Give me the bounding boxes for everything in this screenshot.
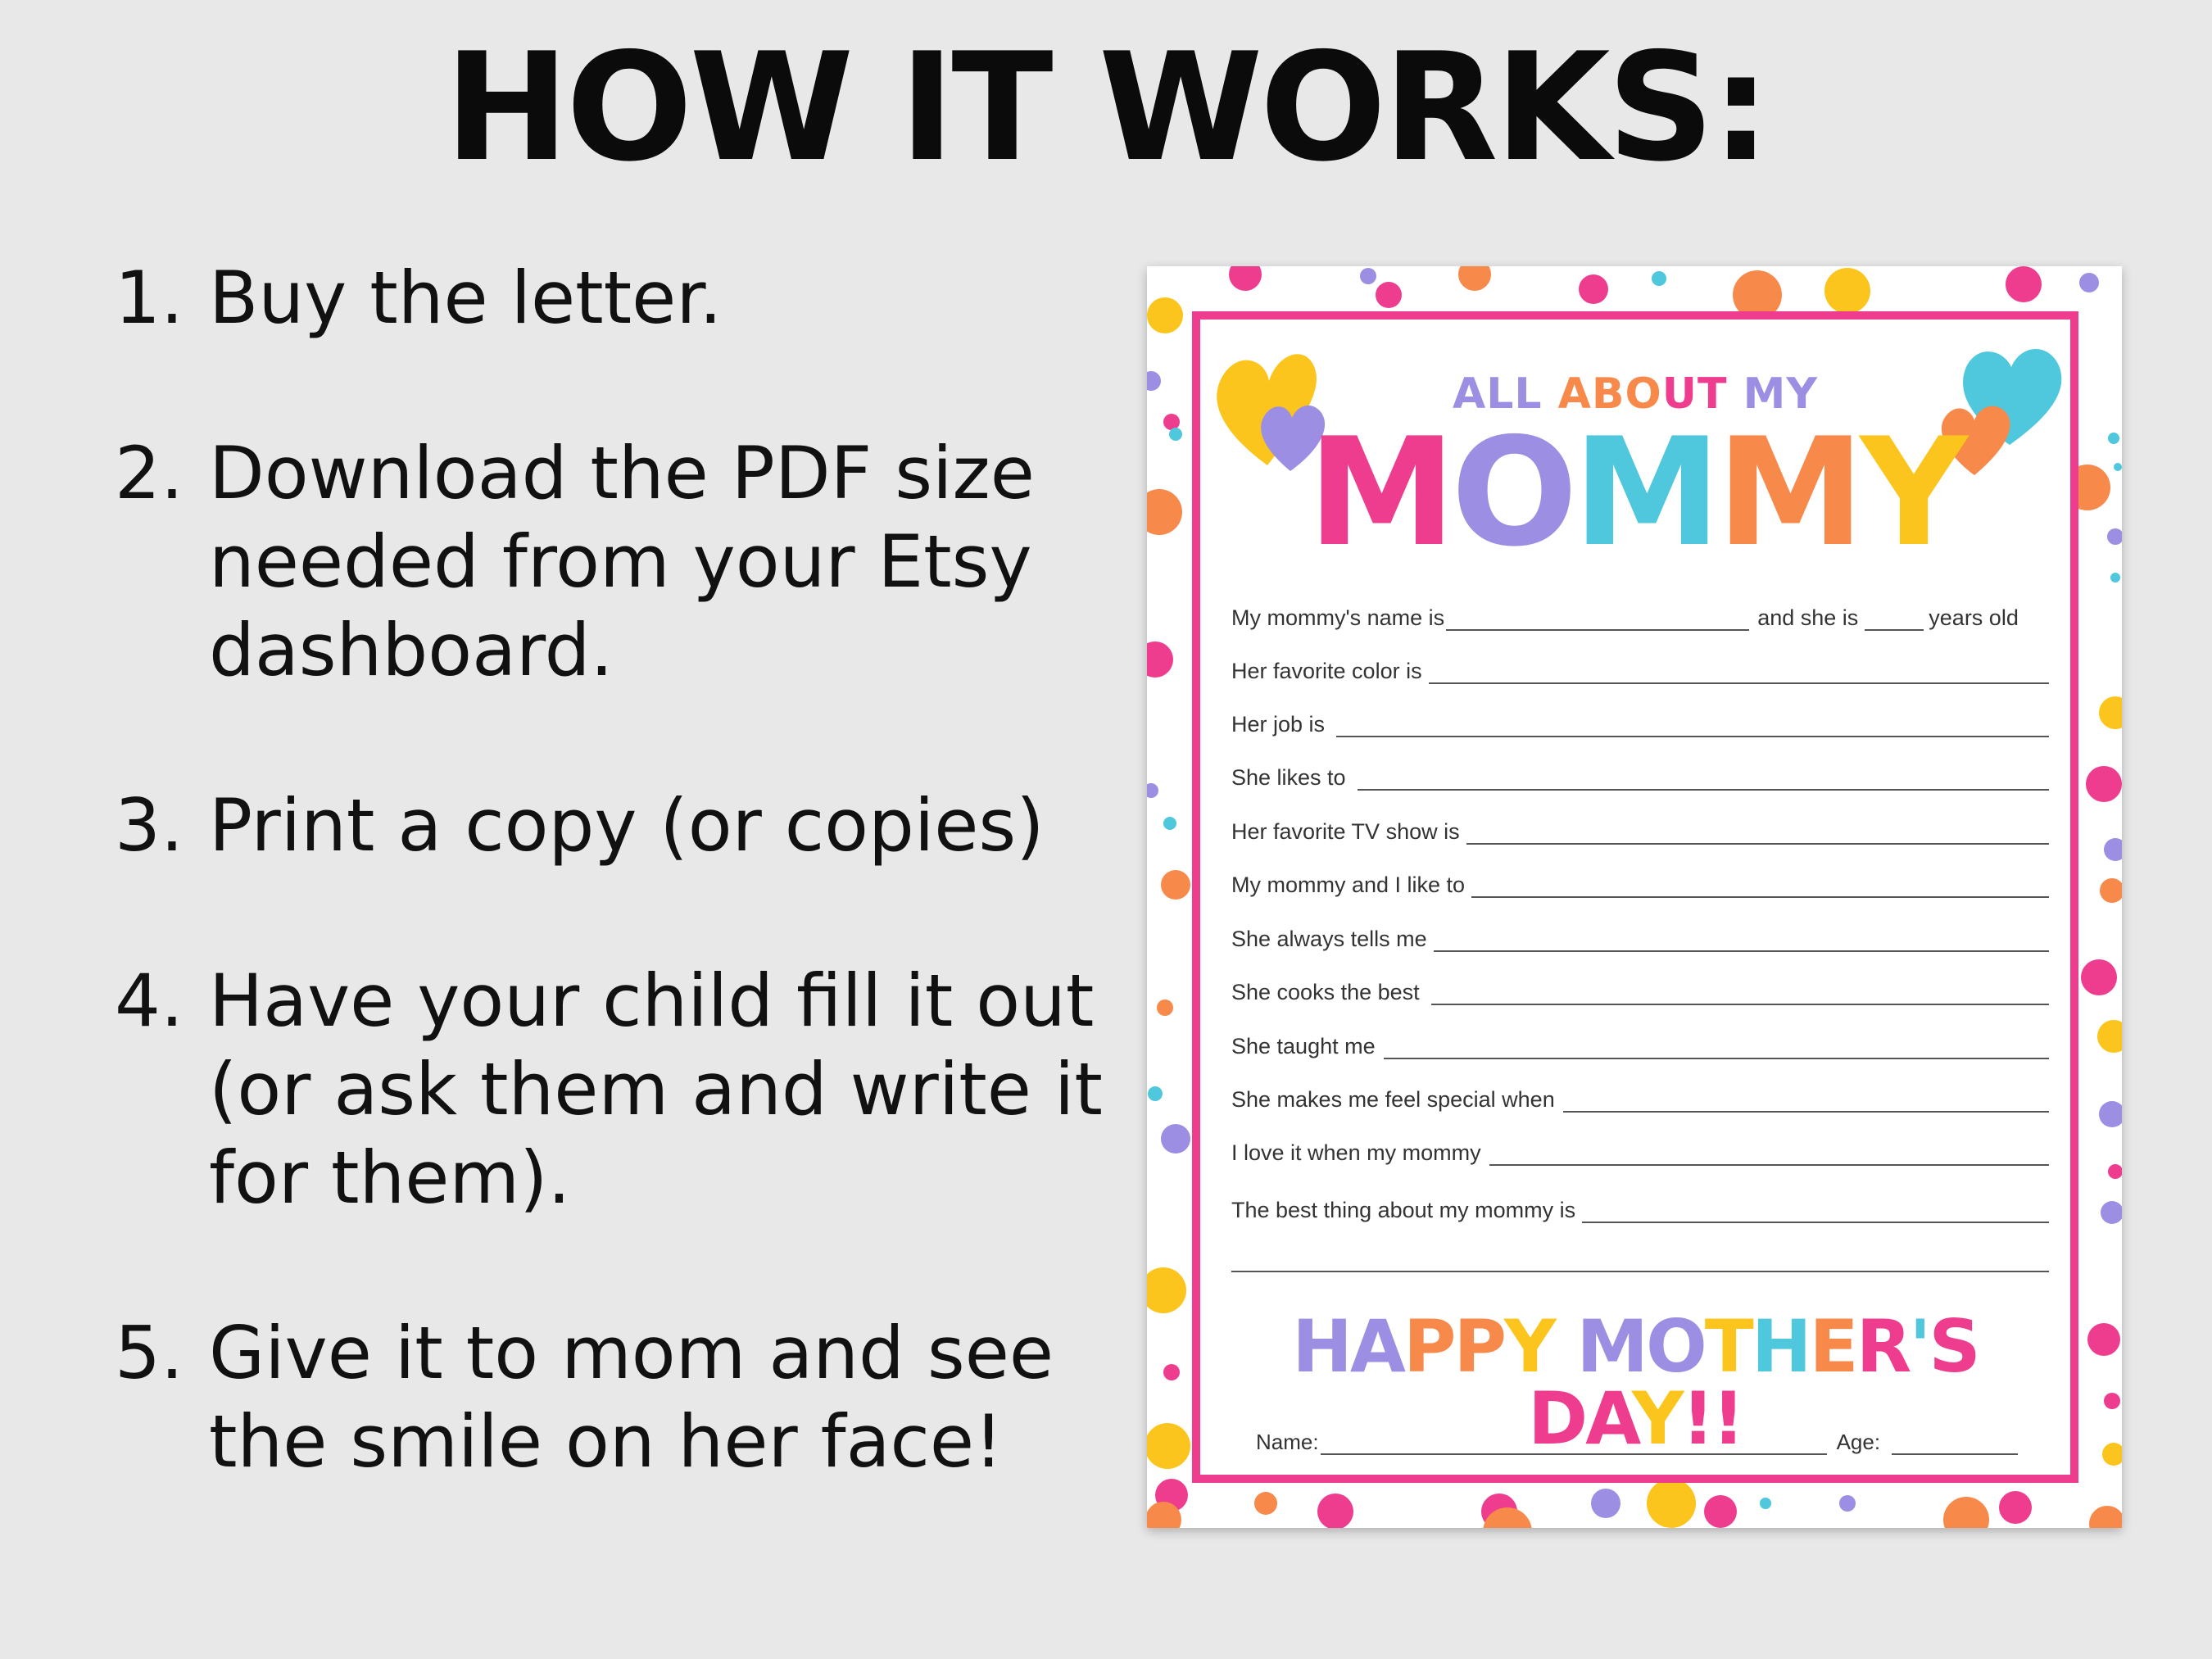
name-blank[interactable]: [1321, 1430, 1827, 1455]
footer-letter: Y: [1631, 1376, 1682, 1461]
answer-blank[interactable]: [1336, 711, 2049, 737]
footer-letter: M: [1576, 1304, 1646, 1389]
form-line-cooks: [1231, 972, 2049, 1005]
form-label: Her job is: [1231, 712, 1326, 737]
header-small-letter: A: [1557, 369, 1592, 419]
answer-blank[interactable]: [1489, 1140, 2049, 1166]
footer-letter: H: [1751, 1304, 1810, 1389]
form-label: Her favorite color is: [1231, 659, 1422, 683]
form-label: and she is: [1757, 605, 1859, 630]
header-small-letter: L: [1514, 369, 1543, 419]
header-small-letter: T: [1697, 369, 1728, 419]
header-big: [1200, 406, 2070, 579]
footer-letter: D: [1528, 1376, 1586, 1461]
step-line: Have your child fill it out: [209, 959, 1095, 1043]
step-line: Give it to mom and see: [209, 1311, 1054, 1395]
footer-letter: R: [1856, 1304, 1910, 1389]
answer-blank[interactable]: [1471, 872, 2049, 898]
footer-letter: T: [1704, 1304, 1752, 1389]
header-big-letter: M: [1716, 406, 1861, 579]
footer-letter: P: [1453, 1304, 1505, 1389]
form-label: Her favorite TV show is: [1231, 819, 1460, 844]
form-label: I love it when my mommy: [1231, 1140, 1481, 1165]
step-text: [209, 957, 1114, 1222]
step-item: [115, 782, 1114, 870]
printable-preview: [1147, 266, 2122, 1528]
steps-list: [115, 254, 1114, 1486]
form-line-name: [1231, 598, 2049, 631]
footer-letter: Y: [1504, 1304, 1554, 1389]
form-frame: [1192, 311, 2078, 1483]
form-line-special: [1231, 1080, 2049, 1113]
form-label: My mommy and I like to: [1231, 873, 1466, 897]
form-line-together: [1231, 865, 2049, 898]
step-text: [209, 1309, 1114, 1486]
form-label: She makes me feel special when: [1231, 1087, 1555, 1112]
step-line: (or ask them and write it: [209, 1047, 1103, 1131]
footer-letter: A: [1585, 1376, 1632, 1461]
header-small-letter: L: [1486, 369, 1515, 419]
form-label: She always tells me: [1231, 927, 1427, 951]
age-label: Age:: [1836, 1430, 1881, 1454]
step-line: needed from your Etsy: [209, 519, 1032, 604]
answer-blank[interactable]: [1434, 926, 2049, 952]
header-big-letter: Y: [1860, 406, 1963, 579]
step-line: for them).: [209, 1135, 571, 1220]
step-number: 4.: [115, 959, 184, 1043]
step-line: dashboard.: [209, 608, 614, 692]
footer-letter: !: [1711, 1376, 1743, 1461]
age-blank[interactable]: [1892, 1430, 2018, 1455]
answer-blank[interactable]: [1563, 1086, 2049, 1113]
name-label: Name:: [1256, 1430, 1319, 1454]
step-line: Print a copy (or copies): [209, 783, 1045, 868]
form-line-love: [1231, 1133, 2049, 1166]
form-line-likes: [1231, 758, 2049, 791]
form-line-tells: [1231, 919, 2049, 952]
footer-letter: H: [1292, 1304, 1350, 1389]
step-number: 1.: [115, 256, 184, 340]
form-line-tv: [1231, 812, 2049, 845]
step-item: [115, 429, 1114, 695]
header-big-letter: M: [1572, 406, 1717, 579]
header-small-letter: B: [1591, 369, 1625, 419]
form-label: She taught me: [1231, 1034, 1376, 1058]
header-big-letter: M: [1308, 406, 1452, 579]
answer-blank[interactable]: [1446, 605, 1749, 631]
footer-letter: E: [1809, 1304, 1856, 1389]
header-small-letter: M: [1743, 369, 1787, 419]
step-item: [115, 254, 1114, 342]
form-line-job: [1231, 705, 2049, 737]
form-label: years old: [1929, 605, 2019, 630]
step-number: 2.: [115, 431, 184, 515]
step-text: [209, 429, 1114, 695]
footer-letter: A: [1349, 1304, 1404, 1389]
header-small-letter: A: [1453, 369, 1487, 419]
form-label: She cooks the best: [1231, 980, 1420, 1004]
form-label: My mommy's name is: [1231, 605, 1445, 630]
form-line-taught: [1231, 1027, 2049, 1059]
step-line: the smile on her face!: [209, 1399, 1004, 1484]
step-line: Download the PDF size: [209, 431, 1035, 515]
header-big-letter: O: [1451, 406, 1573, 579]
answer-blank[interactable]: [1865, 605, 1924, 631]
form-line-color: [1231, 651, 2049, 684]
form-label: The best thing about my mommy is: [1231, 1198, 1576, 1222]
answer-blank[interactable]: [1358, 764, 2049, 791]
form-line-best: [1231, 1190, 2049, 1223]
step-item: [115, 957, 1114, 1222]
answer-blank[interactable]: [1431, 979, 2049, 1005]
footer-letter: !: [1681, 1376, 1712, 1461]
footer-letter: S: [1929, 1304, 1979, 1389]
step-line: Buy the letter.: [209, 256, 723, 340]
answer-blank[interactable]: [1466, 818, 2049, 845]
step-number: 3.: [115, 783, 184, 868]
header-small-letter: Y: [1786, 369, 1818, 419]
footer-letter: ': [1909, 1304, 1929, 1389]
header-small-letter: O: [1625, 369, 1662, 419]
step-number: 5.: [115, 1311, 184, 1395]
answer-blank[interactable]: [1231, 1246, 2049, 1272]
form-line-extra: [1231, 1240, 2049, 1272]
step-text: [209, 782, 1114, 870]
form-label: She likes to: [1231, 765, 1346, 790]
header-small-letter: U: [1661, 369, 1698, 419]
step-text: [209, 254, 1114, 342]
footer-letter: O: [1645, 1304, 1705, 1389]
answer-blank[interactable]: [1384, 1033, 2049, 1059]
page-title: HOW IT WORKS:: [444, 20, 1768, 194]
step-item: [115, 1309, 1114, 1486]
answer-blank[interactable]: [1429, 658, 2049, 684]
answer-blank[interactable]: [1582, 1197, 2049, 1223]
footer-letter: P: [1403, 1304, 1454, 1389]
signature-row: [1256, 1430, 2018, 1455]
